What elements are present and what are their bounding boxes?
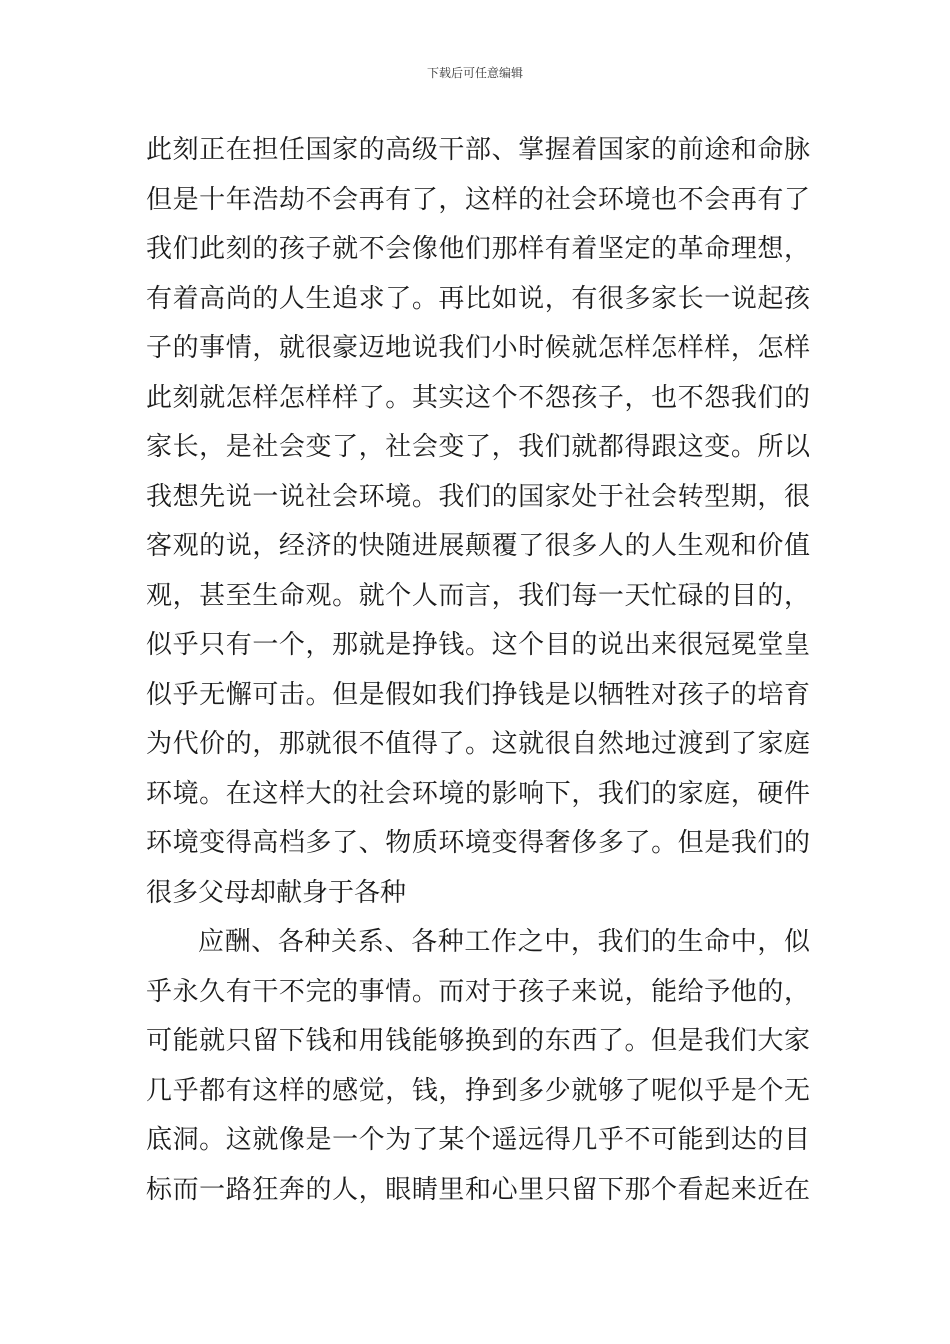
text-line: 可能就只留下钱和用钱能够换到的东西了。但是我们大家 [146,1026,810,1056]
text-line: 有着高尚的人生追求了。再比如说，有很多家长一说起孩 [146,283,810,314]
body-text [146,126,810,1215]
text-line: 但是十年浩劫不会再有了，这样的社会环境也不会再有了 [146,184,810,215]
text-line: 此刻正在担任国家的高级干部、掌握着国家的前途和命脉 [146,135,810,165]
text-line: 乎永久有干不完的事情。而对于孩子来说，能给予他的， [146,976,810,1007]
text-line: 我们此刻的孩子就不会像他们那样有着坚定的革命理想， [146,234,810,264]
text-line: 几乎都有这样的感觉，钱，挣到多少就够了呢似乎是个无 [146,1075,810,1106]
text-line: 子的事情，就很豪迈地说我们小时候就怎样怎样样，怎样 [146,333,810,363]
text-line: 底洞。这就像是一个为了某个遥远得几乎不可能到达的目 [146,1125,810,1155]
text-line: 很多父母却献身于各种 [146,877,407,908]
text-line: 此刻就怎样怎样样了。其实这个不怨孩子，也不怨我们的 [146,382,810,413]
text-line: 似乎只有一个，那就是挣钱。这个目的说出来很冠冕堂皇 [146,630,810,660]
page-header: 下载后可任意编辑 [426,66,523,80]
text-line: 环境。在这样大的社会环境的影响下，我们的家庭，硬件 [146,778,810,809]
paragraph-1 [146,126,810,918]
text-line: 我想先说一说社会环境。我们的国家处于社会转型期，很 [146,481,810,512]
text-line: 环境变得高档多了、物质环境变得奢侈多了。但是我们的 [146,828,810,858]
text-line: 客观的说，经济的快随进展颠覆了很多人的人生观和价值 [146,531,810,561]
text-line: 标而一路狂奔的人，眼睛里和心里只留下那个看起来近在 [146,1174,810,1205]
paragraph-2 [146,918,810,1215]
text-line: 似乎无懈可击。但是假如我们挣钱是以牺牲对孩子的培育 [146,679,810,710]
text-line: 家长，是社会变了，社会变了，我们就都得跟这变。所以 [146,432,810,462]
text-line: 观，甚至生命观。就个人而言，我们每一天忙碌的目的， [146,580,810,611]
text-line: 为代价的，那就很不值得了。这就很自然地过渡到了家庭 [146,729,810,759]
text-line: 应酬、各种关系、各种工作之中，我们的生命中，似 [198,927,810,957]
